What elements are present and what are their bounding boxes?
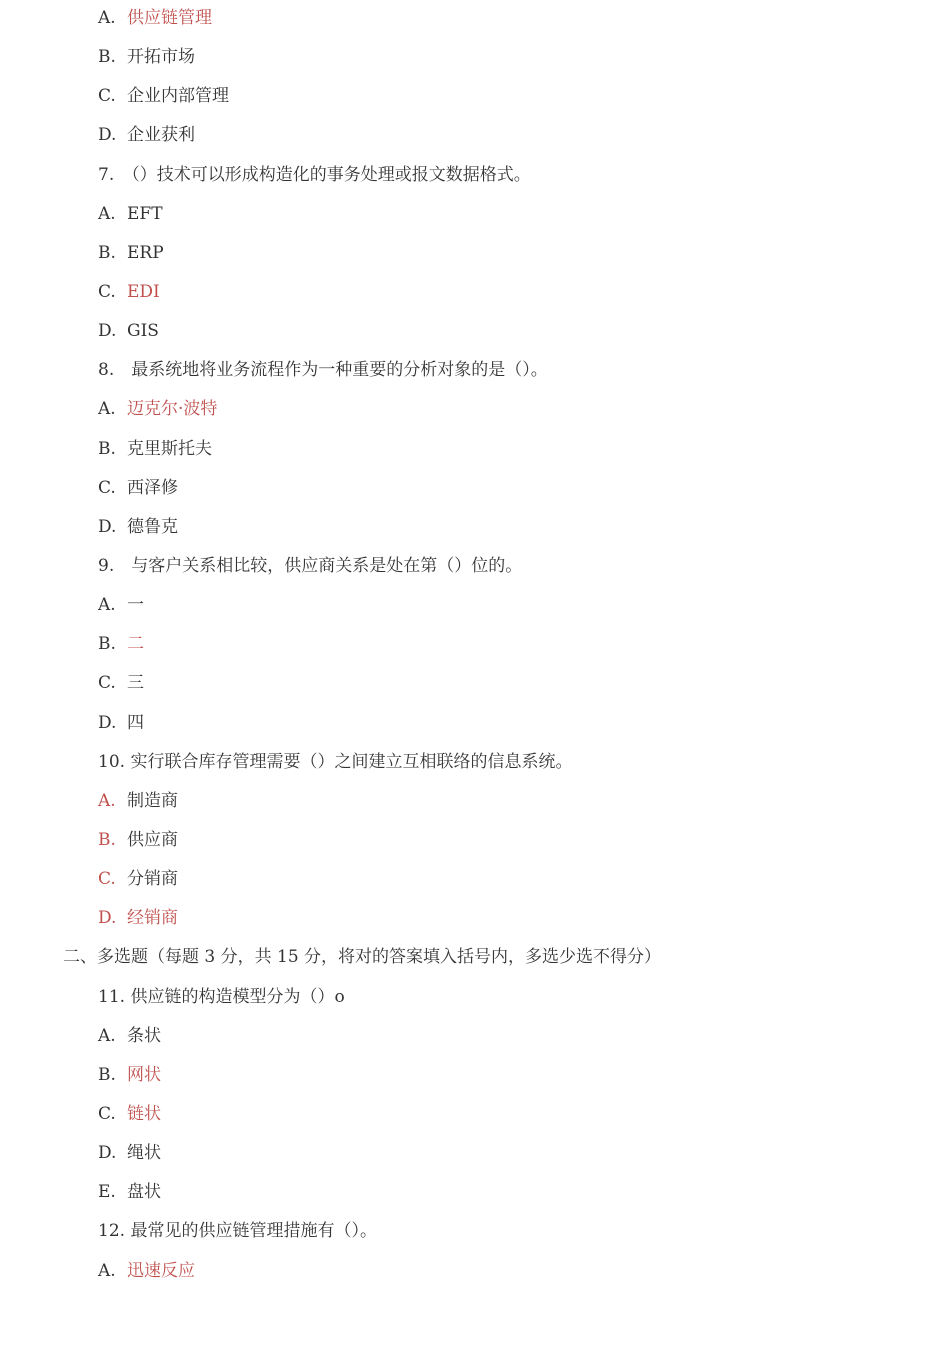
option-text: 二 [127,634,144,655]
option-text: 一 [127,595,144,616]
option-letter: B. [98,634,116,655]
answer-option [98,437,212,461]
option-text: 绳状 [127,1143,161,1164]
option-letter: D. [98,516,117,537]
option-text: 制造商 [127,790,178,811]
option-letter: C. [98,477,116,498]
option-letter: C. [98,673,116,694]
answer-option [98,6,212,30]
option-letter: A. [98,203,116,224]
option-letter: C. [98,282,116,302]
answer-option [98,671,144,695]
option-letter: C. [98,86,116,107]
option-text: 条状 [127,1025,161,1046]
option-text: 经销商 [127,908,178,929]
option-letter: A. [98,1025,116,1046]
option-letter: B. [98,829,116,850]
option-letter: B. [98,242,116,263]
answer-option [98,906,178,930]
option-text: 企业内部管理 [127,86,229,107]
answer-option [98,45,195,69]
option-letter: A. [98,790,116,811]
answer-option [98,1063,161,1087]
answer-option [98,828,178,852]
option-letter: B. [98,438,116,459]
answer-option [98,397,217,421]
option-letter: A. [98,8,116,28]
option-letter: A. [98,595,116,616]
answer-option [98,867,178,891]
option-letter: B. [98,1064,116,1085]
answer-option [98,1024,161,1048]
option-letter: C. [98,1103,116,1124]
option-letter: D. [98,1143,117,1164]
option-letter: B. [98,47,116,68]
option-letter: D. [98,125,117,146]
answer-option [98,319,159,343]
option-text: 供应商 [127,829,178,850]
answer-option [98,241,164,265]
section-heading: 二、多选题（每题 3 分，共 15 分，将对的答案填入括号内，多选少选不得分） [63,947,662,968]
answer-option [98,593,144,617]
option-letter: A. [98,1260,116,1281]
option-text: 西泽修 [127,477,178,498]
answer-option [98,202,163,226]
answer-option [98,711,144,735]
option-letter: C. [98,869,116,890]
option-text: 三 [127,673,144,694]
answer-option [98,1259,195,1283]
option-letter: D. [98,712,117,733]
question-text: 11. 供应链的构造模型分为（）o [98,986,345,1007]
answer-option [98,789,178,813]
answer-option [98,1141,161,1165]
answer-option [98,476,178,500]
option-text: GIS [127,321,159,342]
answer-option [98,1180,161,1204]
answer-option [98,515,178,539]
option-text: EFT [127,203,163,224]
question-text: 10. 实行联合库存管理需要（）之间建立互相联络的信息系统。 [98,751,573,772]
option-letter: D. [98,908,117,929]
answer-option [98,84,229,108]
option-text: 分销商 [127,869,178,890]
answer-option [98,123,195,147]
option-letter: A. [98,399,116,420]
question-text: 12. 最常见的供应链管理措施有（）。 [98,1221,377,1242]
answer-option [98,1102,161,1126]
option-text: 迅速反应 [127,1260,195,1281]
option-text: 开拓市场 [127,47,195,68]
option-text: 盘状 [127,1182,161,1203]
option-letter: D. [98,321,117,342]
question-text: 7. （）技术可以形成构造化的事务处理或报文数据格式。 [98,164,531,185]
option-text: 迈克尔·波特 [127,399,218,420]
question-text: 8. 最系统地将业务流程作为一种重要的分析对象的是（）。 [98,360,548,381]
option-text: 企业获利 [127,125,195,146]
option-text: 四 [127,712,144,733]
option-text: 链状 [127,1103,161,1124]
option-text: 克里斯托夫 [127,438,212,459]
answer-option [98,280,160,304]
option-text: 德鲁克 [127,516,178,537]
answer-option [98,632,144,656]
option-text: 供应链管理 [127,8,212,28]
option-text: EDI [127,282,160,302]
option-text: 网状 [127,1064,161,1085]
option-text: ERP [127,242,164,263]
question-text: 9. 与客户关系相比较，供应商关系是处在第（）位的。 [98,556,523,576]
option-letter: E. [98,1182,116,1203]
